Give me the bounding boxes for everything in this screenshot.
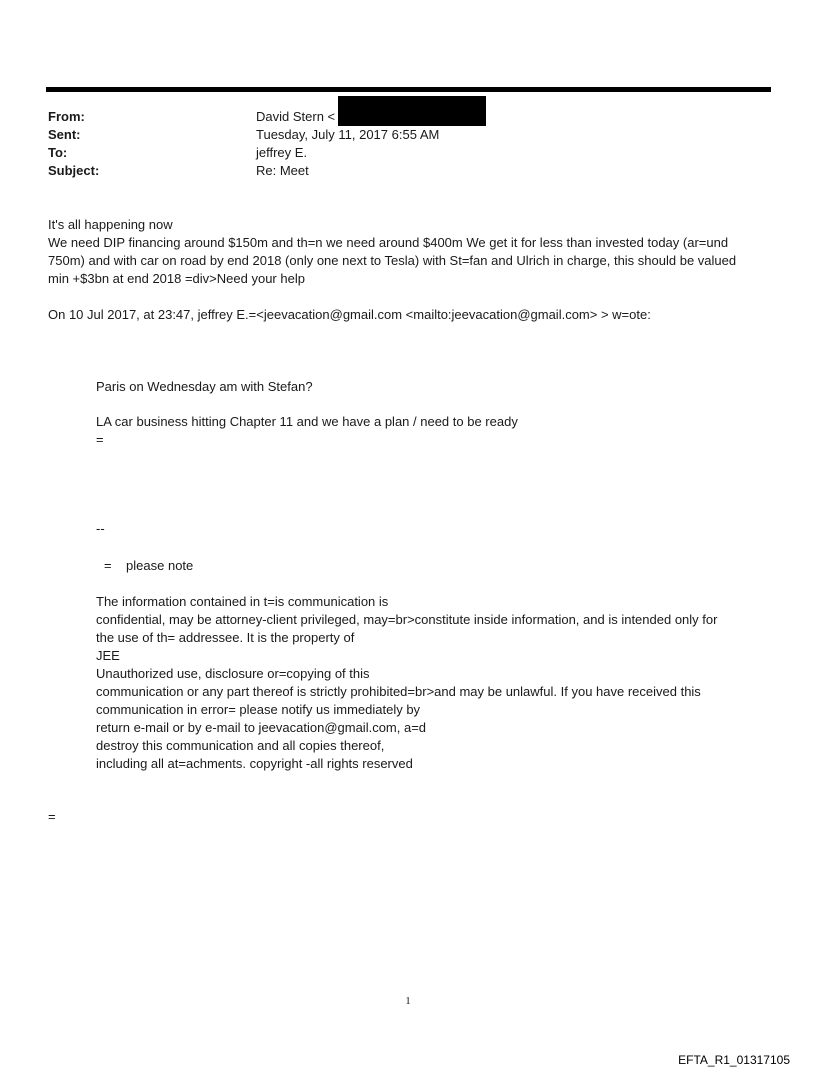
to-label: To: [48, 145, 68, 160]
body-line: It's all happening now [48, 217, 173, 232]
quoted-line: = please note [104, 558, 194, 573]
disclaimer-line: JEE [96, 648, 120, 663]
quoted-line: LA car business hitting Chapter 11 and we have a plan / need to be ready [96, 414, 518, 429]
disclaimer-line: return e-mail or by e-mail to jeevacation@gmail.com, a=d [96, 720, 427, 735]
body-line: 750m) and with car on road by end 2018 (only one next to Tesla) with St=fan and Ulrich in charge, this should be valued [48, 253, 737, 268]
header-rule [46, 87, 771, 92]
body-line: We need DIP financing around $150m and th=n we need around $400m We get it for less than invested today (ar=und [48, 235, 729, 250]
disclaimer-line: The information contained in t=is communication is [96, 594, 389, 609]
disclaimer-line: communication or any part thereof is strictly prohibited=br>and may be unlawful. If you have received this [96, 684, 701, 699]
quoted-line: Paris on Wednesday am with Stefan? [96, 379, 313, 394]
disclaimer-line: communication in error= please notify us immediately by [96, 702, 421, 717]
quoted-line: = [96, 432, 104, 447]
body-line: min +$3bn at end 2018 =div>Need your help [48, 271, 305, 286]
disclaimer-line: including all at=achments. copyright -all rights reserved [96, 756, 413, 771]
sent-label: Sent: [48, 127, 81, 142]
subject-value: Re: Meet [256, 163, 309, 178]
disclaimer-line: Unauthorized use, disclosure or=copying of this [96, 666, 370, 681]
sent-value: Tuesday, July 11, 2017 6:55 AM [256, 127, 440, 142]
quoted-line: -- [96, 521, 105, 536]
subject-label: Subject: [48, 163, 100, 178]
disclaimer-line: confidential, may be attorney-client privileged, may=br>constitute inside information, and is intended only for [96, 612, 718, 627]
redaction-block [338, 96, 486, 126]
from-value: David Stern < [256, 109, 336, 124]
disclaimer-line: the use of th= addressee. It is the property of [96, 630, 355, 645]
trailer-mark: = [48, 809, 56, 824]
from-label: From: [48, 109, 85, 124]
to-value: jeffrey E. [256, 145, 308, 160]
quote-intro: On 10 Jul 2017, at 23:47, jeffrey E.=<jeevacation@gmail.com <mailto:jeevacation@gmail.com> > w=ote: [48, 307, 651, 322]
page-number: 1 [405, 995, 411, 1007]
disclaimer-line: destroy this communication and all copies thereof, [96, 738, 385, 753]
document-id: EFTA_R1_01317105 [678, 1053, 790, 1067]
